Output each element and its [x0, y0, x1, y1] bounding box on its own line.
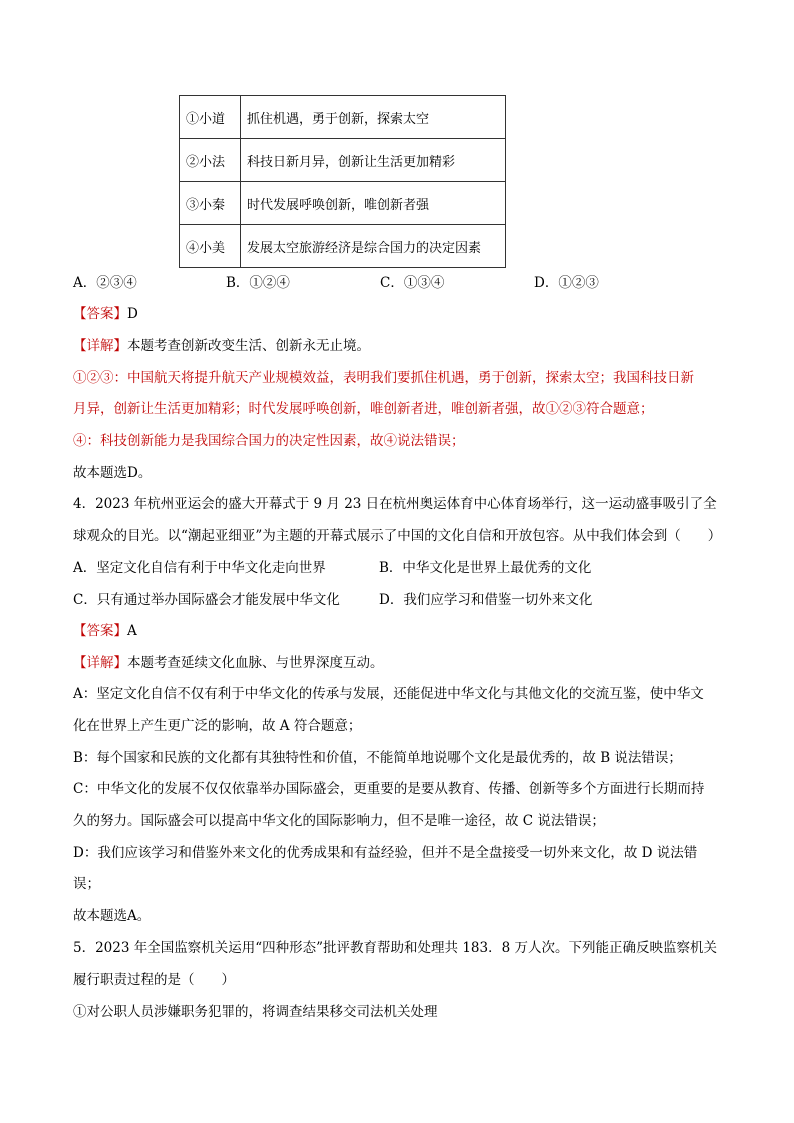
- table-cell-person: ③小秦: [180, 182, 241, 225]
- q5-stem: 履行职责过程的是（ ）: [73, 972, 235, 988]
- q3-detail-line: [73, 336, 370, 356]
- q4-analysis-line: 久的努力。国际盛会可以提高中华文化的国际影响力，但不是唯一途径，故 C 说法错误；: [73, 813, 605, 829]
- table-cell-person: ②小法: [180, 139, 241, 182]
- q3-option-a: A．②③④: [73, 275, 137, 291]
- table-row: [180, 96, 506, 139]
- table-cell-opinion: 发展太空旅游经济是综合国力的决定因素: [241, 225, 506, 268]
- q4-stem: 球观众的目光。以“潮起亚细亚”为主题的开幕式展示了中国的文化自信和开放包容。从中我们体会到（ ）: [73, 528, 722, 544]
- detail-tag: 【详解】: [73, 338, 127, 354]
- table-row: [180, 139, 506, 182]
- q4-analysis-line: A：坚定文化自信不仅有利于中华文化的传承与发展，还能促进中华文化与其他文化的交流互鉴，使中华文: [73, 686, 704, 702]
- opinion-table: [179, 95, 506, 268]
- table-cell-opinion: 抓住机遇，勇于创新，探索太空: [241, 96, 506, 139]
- detail-text: 本题考查创新改变生活、创新永无止境。: [127, 338, 370, 354]
- q5-stem: 5．2023 年全国监察机关运用“四种形态”批评教育帮助和处理共 183．8 万人次。下列能正确反映监察机关: [73, 940, 717, 956]
- q3-option-d: D．①②③: [534, 275, 599, 291]
- q5-item: ①对公职人员涉嫌职务犯罪的，将调查结果移交司法机关处理: [73, 1004, 438, 1020]
- q4-analysis-line: C：中华文化的发展不仅仅依靠举办国际盛会，更重要的是要从教育、传播、创新等多个方面进行长期而持: [73, 781, 705, 797]
- answer-value: D: [127, 306, 138, 322]
- q4-stem: 4．2023 年杭州亚运会的盛大开幕式于 9 月 23 日在杭州奥运体育中心体育场举行，这一运动盛事吸引了全: [73, 496, 717, 512]
- q3-answer-line: [73, 304, 138, 324]
- q4-option-a: A．坚定文化自信有利于中华文化走向世界: [73, 560, 326, 576]
- q3-analysis-line: ④：科技创新能力是我国综合国力的决定性因素，故④说法错误；: [73, 433, 465, 449]
- table-row: [180, 225, 506, 268]
- q4-option-c: C．只有通过举办国际盛会才能发展中华文化: [73, 592, 340, 608]
- q4-analysis-line: B：每个国家和民族的文化都有其独特性和价值，不能简单地说哪个文化是最优秀的，故 B 说法错误；: [73, 750, 682, 766]
- q4-option-d: D．我们应学习和借鉴一切外来文化: [379, 592, 593, 608]
- q3-conclusion: 故本题选D。: [73, 465, 152, 481]
- table-cell-opinion: 科技日新月异，创新让生活更加精彩: [241, 139, 506, 182]
- answer-tag: 【答案】: [73, 623, 127, 639]
- table-row: [180, 182, 506, 225]
- detail-tag: 【详解】: [73, 655, 127, 671]
- answer-tag: 【答案】: [73, 306, 127, 322]
- table-cell-person: ④小美: [180, 225, 241, 268]
- q4-analysis-line: 化在世界上产生更广泛的影响，故 A 符合题意；: [73, 718, 362, 734]
- detail-text: 本题考查延续文化血脉、与世界深度互动。: [127, 655, 384, 671]
- answer-value: A: [127, 623, 137, 639]
- q3-option-c: C．①③④: [380, 275, 445, 291]
- q3-analysis-line: ①②③：中国航天将提升航天产业规模效益，表明我们要抓住机遇，勇于创新，探索太空；我国科技日新: [73, 370, 694, 386]
- q3-option-b: B．①②④: [226, 275, 290, 291]
- table-cell-person: ①小道: [180, 96, 241, 139]
- q4-analysis-line: 误；: [73, 876, 100, 892]
- table-cell-opinion: 时代发展呼唤创新，唯创新者强: [241, 182, 506, 225]
- q3-analysis-line: 月异，创新让生活更加精彩；时代发展呼唤创新，唯创新者进，唯创新者强，故①②③符合题意；: [73, 401, 654, 417]
- q4-analysis-line: D：我们应该学习和借鉴外来文化的优秀成果和有益经验，但并不是全盘接受一切外来文化，故 D 说法错: [73, 845, 698, 861]
- q4-option-b: B．中华文化是世界上最优秀的文化: [379, 560, 592, 576]
- q4-conclusion: 故本题选A。: [73, 908, 151, 924]
- q4-answer-line: [73, 621, 137, 641]
- q4-detail-line: [73, 653, 384, 673]
